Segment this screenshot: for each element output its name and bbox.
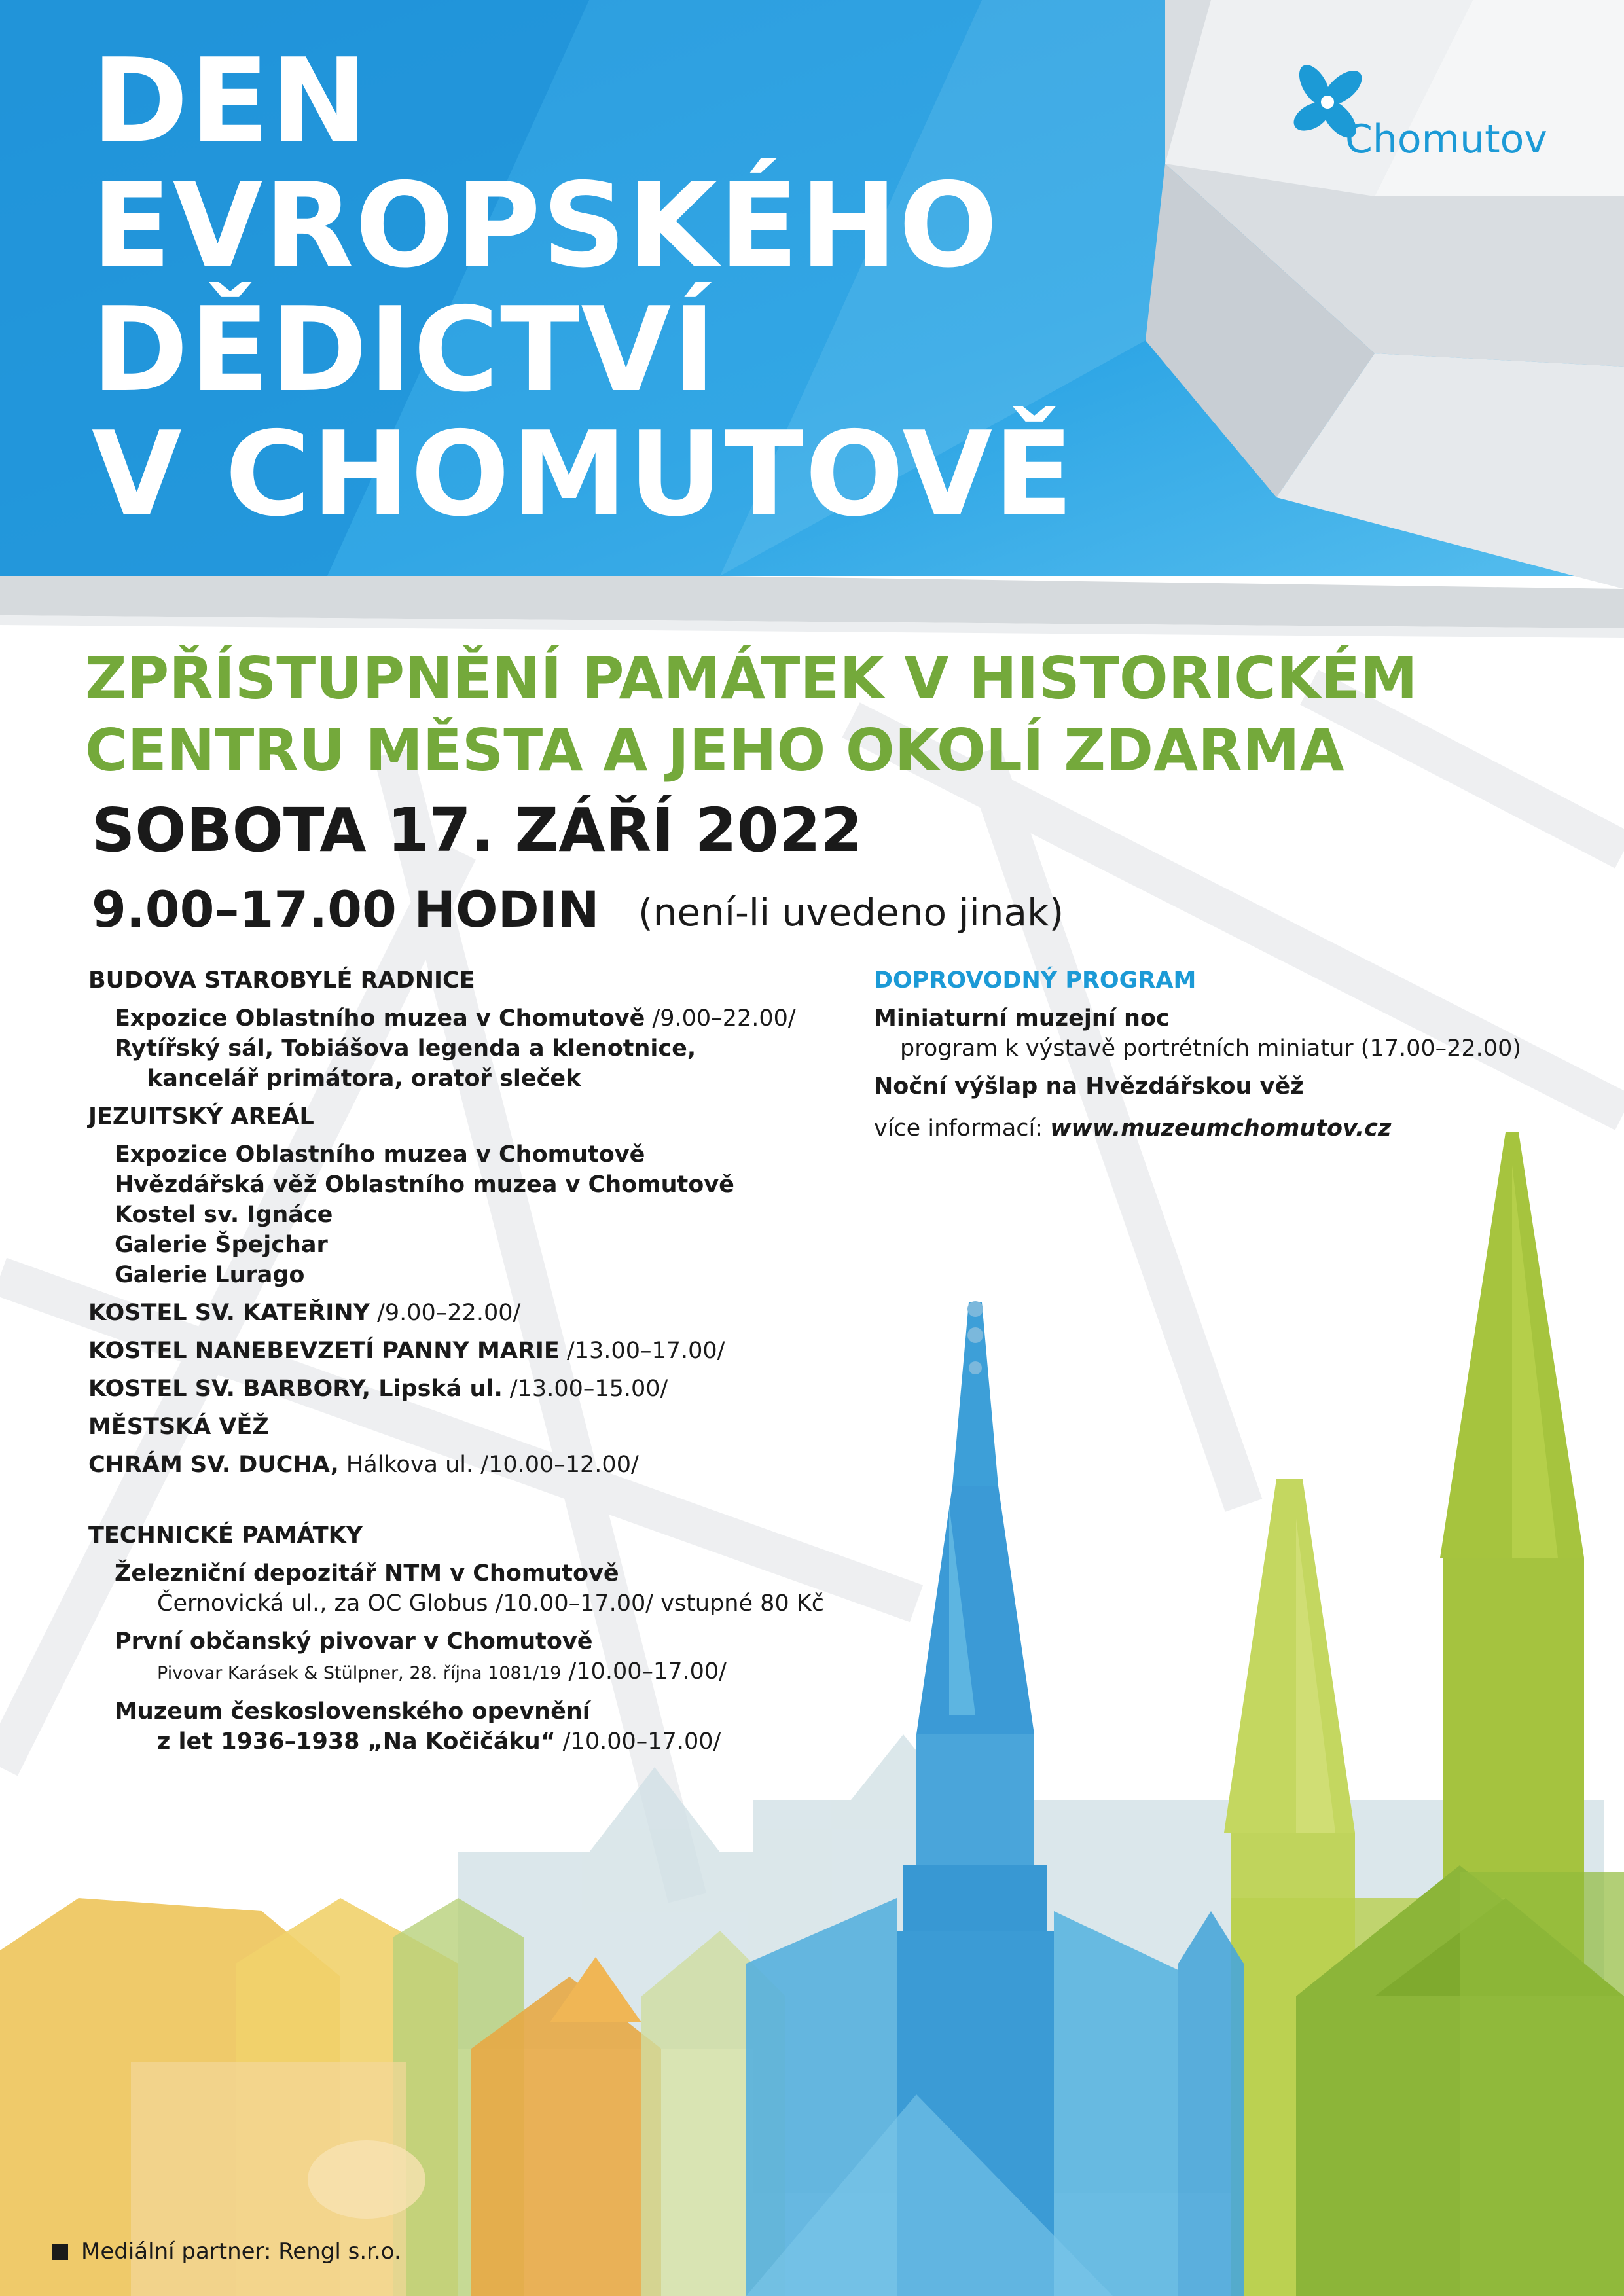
technicke-item-3-line-2: z let 1936–1938 „Na Kočičáku“ /10.00–17.00/ <box>157 1729 721 1755</box>
barbora-entry: KOSTEL SV. BARBORY, Lipská ul. /13.00–15.00/ <box>88 1376 668 1402</box>
list-item: Expozice Oblastního muzea v Chomutově <box>115 1141 645 1168</box>
technicke-heading: TECHNICKÉ PAMÁTKY <box>88 1522 363 1549</box>
list-item: Galerie Lurago <box>115 1262 305 1288</box>
more-info-link[interactable]: www.muzeumchomutov.cz <box>1050 1115 1392 1141</box>
program-left-column <box>88 965 824 1757</box>
technicke-item-1-detail: Černovická ul., za OC Globus /10.00–17.00/ vstupné 80 Kč <box>157 1590 824 1617</box>
event-date: SOBOTA 17. ZÁŘÍ 2022 <box>92 795 863 865</box>
title-line-2: EVROPSKÉHO <box>92 158 1000 293</box>
subtitle-line-2: CENTRU MĚSTA A JEHO OKOLÍ ZDARMA <box>85 717 1344 784</box>
list-item: Hvězdářská věž Oblastního muzea v Chomutově <box>115 1172 734 1198</box>
doprovodny-heading: DOPROVODNÝ PROGRAM <box>874 967 1197 994</box>
more-info: více informací: www.muzeumchomutov.cz <box>874 1115 1392 1141</box>
event-hours: 9.00–17.00 HODIN <box>92 880 600 939</box>
duch-entry: CHRÁM SV. DUCHA, Hálkova ul. /10.00–12.00/ <box>88 1452 639 1478</box>
chomutov-logo <box>1283 59 1558 177</box>
technicke-item-2-detail: Pivovar Karásek & Stülpner, 28. října 1081/19 /10.00–17.00/ <box>157 1659 727 1685</box>
jezuitsky-list <box>115 1139 824 1290</box>
media-partner: Mediální partner: Rengl s.r.o. <box>52 2238 401 2265</box>
technicke-item-3: Muzeum československého opevnění <box>115 1698 590 1725</box>
subtitle-line-1: ZPŘÍSTUPNĚNÍ PAMÁTEK V HISTORICKÉM <box>85 645 1418 712</box>
radnice-item-2: Rytířský sál, Tobiášova legenda a klenotnice, <box>115 1035 696 1062</box>
program-right-column <box>874 965 1521 1143</box>
right-item-2: Noční výšlap na Hvězdářskou věž <box>874 1073 1304 1100</box>
panna-entry: KOSTEL NANEBEVZETÍ PANNY MARIE /13.00–17.00/ <box>88 1338 725 1364</box>
jezuitsky-heading: JEZUITSKÝ AREÁL <box>88 1103 314 1130</box>
technicke-item-1: Železniční depozitář NTM v Chomutově <box>115 1560 619 1587</box>
right-item-1-detail: program k výstavě portrétních miniatur (17.00–22.00) <box>900 1035 1521 1062</box>
square-bullet-icon <box>52 2244 68 2260</box>
list-item: Kostel sv. Ignáce <box>115 1202 333 1228</box>
skyline-green-church <box>1224 1132 1624 2296</box>
list-item: Galerie Špejchar <box>115 1232 328 1258</box>
technicke-item-2: První občanský pivovar v Chomutově <box>115 1628 593 1655</box>
katerina-entry: KOSTEL SV. KATEŘINY /9.00–22.00/ <box>88 1300 521 1326</box>
event-hours-note: (není-li uvedeno jinak) <box>638 890 1064 935</box>
radnice-item-1: Expozice Oblastního muzea v Chomutově /9.00–22.00/ <box>115 1005 796 1031</box>
vez-entry: MĚSTSKÁ VĚŽ <box>88 1414 269 1440</box>
main-title <box>92 33 1075 542</box>
radnice-heading: BUDOVA STAROBYLÉ RADNICE <box>88 967 475 994</box>
radnice-item-2b: kancelář primátora, oratoř sleček <box>147 1066 581 1092</box>
title-line-1: DEN <box>92 33 370 169</box>
title-line-3: DĚDICTVÍ <box>92 282 717 418</box>
logo-text: Chomutov <box>1345 117 1547 162</box>
right-item-1: Miniaturní muzejní noc <box>874 1005 1170 1031</box>
title-line-4: V CHOMUTOVĚ <box>92 406 1075 542</box>
